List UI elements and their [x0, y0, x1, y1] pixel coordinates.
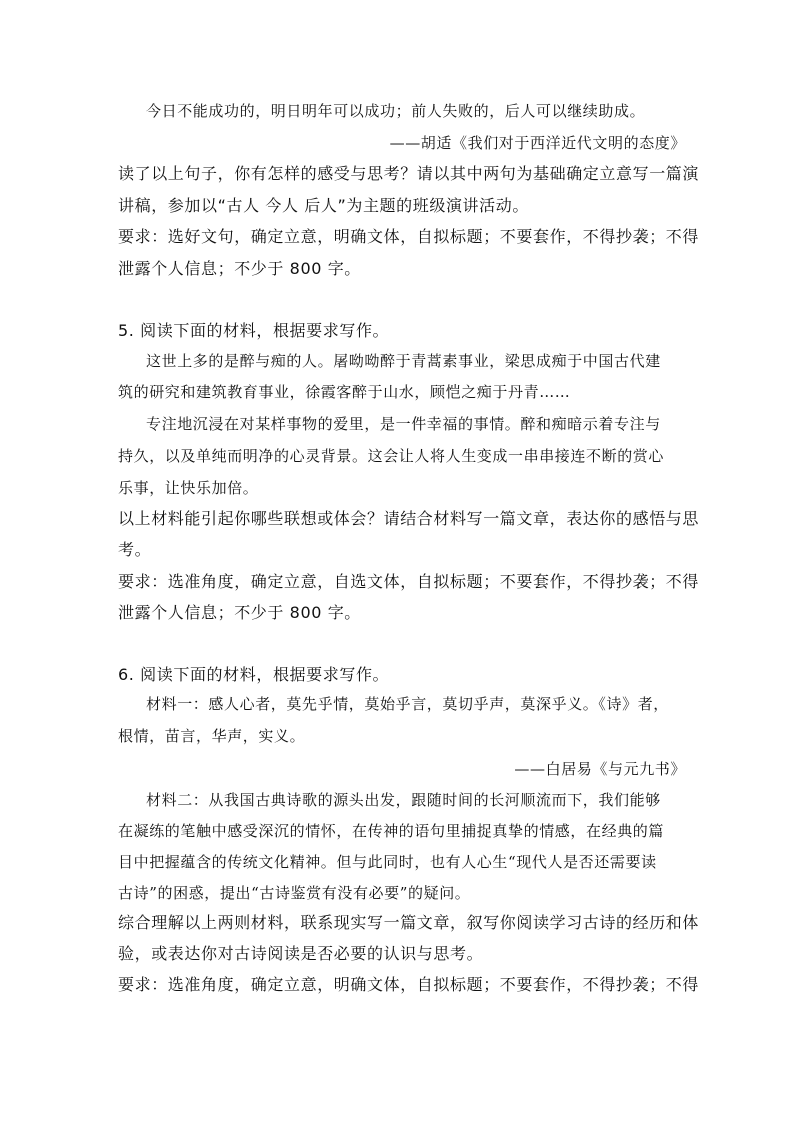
- q5-material-line-4: 持久，以及单纯而明净的心灵背景。这会让人将人生变成一串串接连不断的赏心: [118, 447, 665, 465]
- intro-quote-line: 今日不能成功的，明日明年可以成功；前人失败的，后人可以继续助成。: [146, 102, 646, 120]
- q6-material-a-source: ——白居易《与元九书》: [514, 760, 686, 778]
- q6-material-a-line-1: 材料一：感人心者，莫先乎情，莫始乎言，莫切乎声，莫深乎义。《诗》者，: [146, 695, 669, 713]
- intro-prompt-line-1: 读了以上句子，你有怎样的感受与思考？请以其中两句为基础确定立意写一篇演: [118, 164, 700, 183]
- q6-material-b-line-2: 在凝练的笔触中感受深沉的情怀，在传神的语句里捕捉真挚的情感，在经典的篇: [118, 822, 665, 840]
- q6-material-b-line-3: 目中把握蕴含的传统文化精神。但与此同时，也有人心生“现代人是否还需要读: [118, 853, 657, 871]
- q5-requirements-line-1: 要求：选准角度，确定立意，自选文体，自拟标题；不要套作，不得抄袭；不得: [118, 572, 700, 591]
- q5-material-line-2: 筑的研究和建筑教育事业，徐霞客醉于山水，顾恺之痴于丹青……: [118, 383, 571, 401]
- intro-prompt-line-2: 讲稿，参加以“古人 今人 后人”为主题的班级演讲活动。: [118, 196, 529, 215]
- q6-requirements-line-1: 要求：选准角度，确定立意，明确文体，自拟标题；不要套作，不得抄袭；不得: [118, 975, 700, 994]
- q5-requirements-line-2: 泄露个人信息；不少于 800 字。: [118, 603, 361, 622]
- question-6-heading: 6. 阅读下面的材料，根据要求写作。: [118, 665, 390, 684]
- q5-prompt-line-2: 考。: [118, 540, 152, 559]
- intro-requirements-line-1: 要求：选好文句，确定立意，明确文体，自拟标题；不要套作，不得抄袭；不得: [118, 227, 700, 246]
- q6-material-b-line-4: 古诗”的困惑，提出“古诗鉴赏有没有必要”的疑问。: [118, 884, 471, 902]
- q6-prompt-line-2: 验，或表达你对古诗阅读是否必要的认识与思考。: [118, 944, 484, 963]
- intro-requirements-line-2: 泄露个人信息；不少于 800 字。: [118, 259, 361, 278]
- q6-material-a-line-2: 根情，苗言，华声，实义。: [118, 727, 306, 745]
- q5-material-line-1: 这世上多的是醉与痴的人。屠呦呦醉于青蒿素事业，梁思成痴于中国古代建: [146, 352, 661, 370]
- q5-material-line-3: 专注地沉浸在对某样事物的爱里，是一件幸福的事情。醉和痴暗示着专注与: [146, 415, 661, 433]
- intro-quote-source: ——胡适《我们对于西洋近代文明的态度》: [389, 134, 686, 152]
- q6-prompt-line-1: 综合理解以上两则材料，联系现实写一篇文章，叙写你阅读学习古诗的经历和体: [118, 913, 700, 932]
- q6-material-b-line-1: 材料二：从我国古典诗歌的源头出发，跟随时间的长河顺流而下，我们能够: [146, 791, 661, 809]
- q5-material-line-5: 乐事，让快乐加倍。: [118, 479, 259, 497]
- q5-prompt-line-1: 以上材料能引起你哪些联想或体会？请结合材料写一篇文章，表达你的感悟与思: [118, 509, 700, 528]
- question-5-heading: 5. 阅读下面的材料，根据要求写作。: [118, 321, 390, 340]
